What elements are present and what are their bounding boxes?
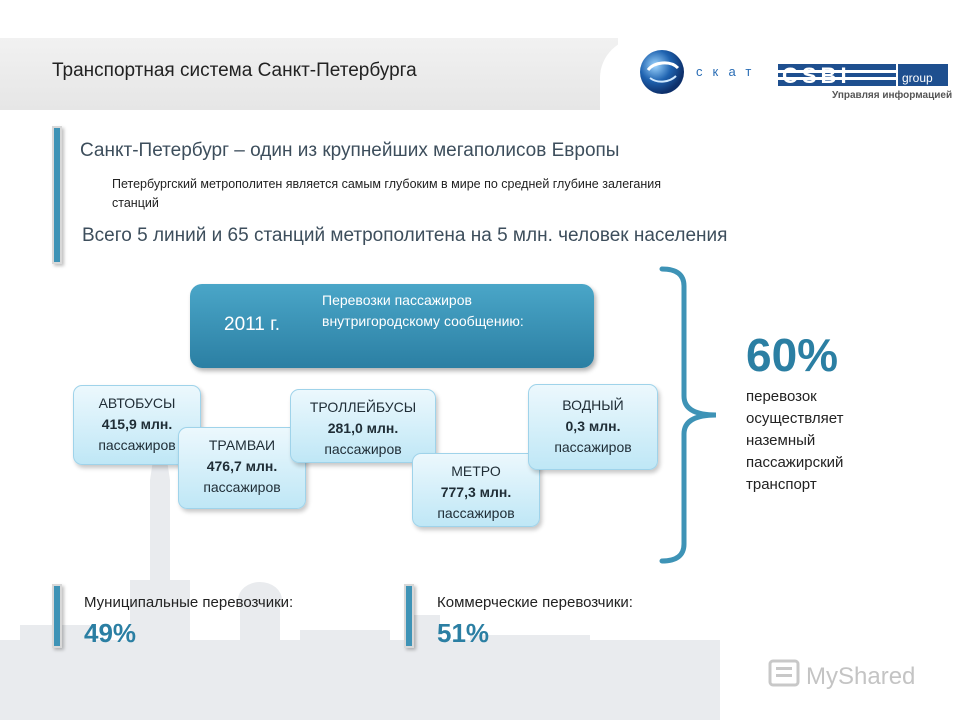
commercial-value: 51% xyxy=(437,618,490,648)
transport-box-metro xyxy=(412,453,540,527)
metro-summary: Всего 5 линий и 65 станций метрополитена на 5 млн. человек населения xyxy=(82,225,728,246)
transport-unit: пассажиров xyxy=(324,441,402,457)
banner-text: Перевозки пассажиров внутригородскому сообщению: xyxy=(322,292,524,329)
ground-transport-text: перевозок осуществляет наземный пассажирский транспорт xyxy=(746,388,844,493)
accent-bar-commercial xyxy=(404,584,414,648)
transport-unit: пассажиров xyxy=(554,439,632,455)
accent-bar-municipal xyxy=(52,584,62,648)
transport-value: 281,0 млн. xyxy=(327,420,399,436)
transport-name: АВТОБУСЫ xyxy=(98,395,176,411)
banner-year: 2011 г. xyxy=(224,314,281,335)
transport-name: МЕТРО xyxy=(451,463,501,479)
csbi-group-text: group xyxy=(902,71,933,85)
transport-unit: пассажиров xyxy=(203,479,281,495)
section-heading: Санкт-Петербург – один из крупнейших мегаполисов Европы xyxy=(80,140,620,161)
transport-value: 476,7 млн. xyxy=(206,458,278,474)
page-title: Транспортная система Санкт-Петербурга xyxy=(52,60,417,81)
logo-word: скат xyxy=(696,64,762,79)
city-skyline-image xyxy=(0,440,720,720)
metro-depth-note: Петербургский метрополитен является самым глубоким в мире по средней глубине залегания станций xyxy=(112,177,662,210)
transport-box-tram xyxy=(178,427,306,509)
municipal-label: Муниципальные перевозчики: xyxy=(84,594,294,611)
transport-box-trolleybus xyxy=(290,389,436,463)
globe-logo-icon xyxy=(638,48,686,96)
transport-value: 415,9 млн. xyxy=(101,416,173,432)
transport-name: ВОДНЫЙ xyxy=(562,397,624,413)
transport-name: ТРАМВАИ xyxy=(208,437,276,453)
transport-unit: пассажиров xyxy=(98,437,176,453)
municipal-value: 49% xyxy=(84,618,137,648)
csbi-text: CSBI xyxy=(782,63,851,88)
csbi-logo-icon xyxy=(778,62,948,88)
ground-transport-percent: 60% xyxy=(746,329,839,381)
myshared-text: MyShared xyxy=(806,663,916,690)
transport-value: 777,3 млн. xyxy=(440,484,512,500)
logo-tagline: Управляя информацией xyxy=(832,90,953,101)
right-brace-icon xyxy=(658,266,720,564)
myshared-watermark-icon xyxy=(766,655,946,695)
transport-value: 0,3 млн. xyxy=(565,418,621,434)
transport-unit: пассажиров xyxy=(437,505,515,521)
commercial-label: Коммерческие перевозчики: xyxy=(437,594,633,611)
transport-name: ТРОЛЛЕЙБУСЫ xyxy=(309,399,417,415)
transport-box-water xyxy=(528,384,658,470)
accent-bar-intro xyxy=(52,126,62,264)
